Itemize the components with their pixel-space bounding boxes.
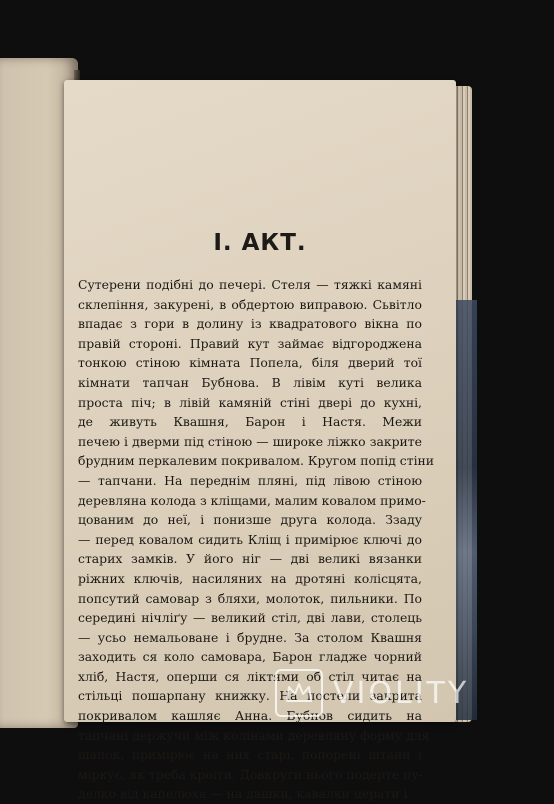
act-title: І. АКТ.: [213, 230, 307, 256]
text-line: середині нічліґу — великий стіл, дві лави, столець: [78, 610, 422, 626]
book-page: [64, 80, 456, 802]
text-line: цованим до неї, і понизше друга колода. Ззаду: [78, 512, 422, 528]
text-line: Сутерени подібні до печері. Стеля — тяжкі камяні: [78, 277, 422, 292]
text-line: проста піч; в лівій камяній стіні двері до кухні,: [78, 394, 422, 410]
watermark-text: VIOLITY: [333, 675, 470, 711]
text-line: кімнати тапчан Бубнова. В лівім куті велика: [78, 374, 422, 390]
text-line: — тапчани. На переднім пляні, під лівою стіною: [78, 472, 422, 488]
book-cover-edge: [455, 300, 477, 720]
text-line: старих замків. У його ніг — дві великі вязанки: [78, 551, 422, 567]
text-line: делко від капелюха — на дашки, кавалки церати і: [78, 786, 408, 802]
text-line: шапок, примірює на них старі, попорені штани і: [78, 747, 422, 763]
text-line: — перед ковалом сидить Кліщ і примірює ключі до: [78, 531, 422, 547]
text-line: попсутий самовар з бляхи, молоток, пильники. По: [78, 590, 422, 606]
text-line: — усьо немальоване і брудне. За столом Квашня: [78, 629, 422, 645]
text-line: міркує, як треба кроїти. Довкруги нього подерте пу-: [78, 766, 423, 782]
text-line: стільці пошарпану книжку. На постели закрита: [78, 688, 422, 704]
text-line: брудним перкалевим покривалом. Кругом попід стіни: [78, 453, 435, 469]
text-line: покривалом кашляє Анна. Бубнов сидить на: [78, 708, 422, 724]
text-line: ріжних ключів, насиляних на дротяні колісцята,: [78, 570, 422, 586]
page-body-text: [78, 275, 435, 804]
text-line: склепіння, закурені, в обдертою виправою. Сьвітло: [78, 296, 422, 312]
text-line: печею і дверми під стіною — широке ліжко закрите: [78, 433, 422, 449]
text-line: де живуть Квашня, Барон і Настя. Межи: [78, 414, 422, 430]
text-line: впадає з гори в долину із квадратового вікна по: [78, 316, 422, 332]
text-line: заходить ся коло самовара, Барон гладже чорний: [78, 649, 422, 665]
text-line: тапчані держучи між колінами деревляну форму для: [78, 727, 430, 743]
text-line: деревляна колода з кліщами, малим ковалом примо-: [78, 492, 426, 508]
watermark: [275, 668, 545, 718]
text-line: тонкою стіною кімната Попела, біля дверий тої: [78, 355, 422, 371]
crown-logo-icon: [275, 669, 323, 717]
text-line: хліб, Настя, оперши ся ліктями об стіл читає на: [78, 668, 422, 684]
text-line: правій стороні. Правий кут займає відгороджена: [78, 335, 422, 351]
